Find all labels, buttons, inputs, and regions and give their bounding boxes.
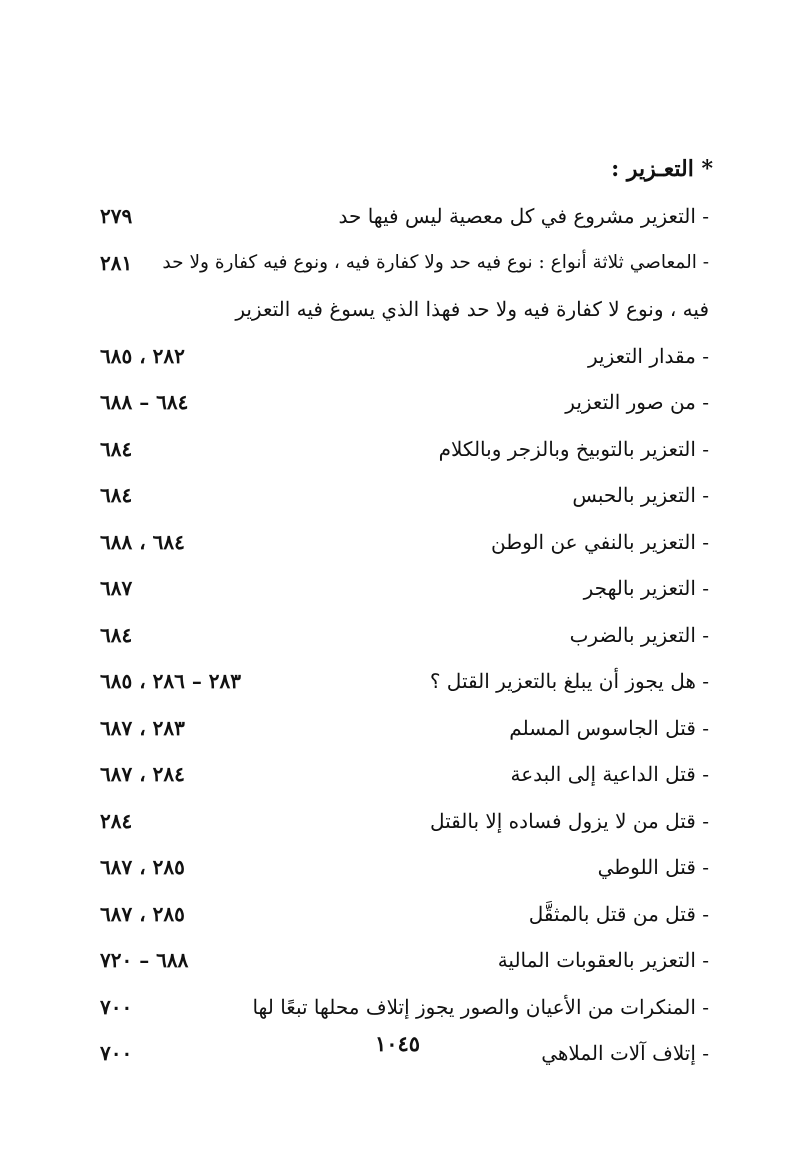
entry-page-numbers: ٢٧٩ [100,204,133,228]
entry-text: فيه ، ونوع لا كفارة فيه ولا حد فهذا الذي يسوغ فيه التعزير [235,297,709,321]
entry-text: - التعزير بالتوبيخ وبالزجر وبالكلام [438,437,709,461]
entry-text: - قتل الجاسوس المسلم [509,716,709,740]
index-entry [0,568,795,608]
index-entry [0,475,795,515]
entry-text: - التعزير بالنفي عن الوطن [490,530,709,554]
entry-page-numbers: ٧٠٠ [100,1041,133,1065]
entry-page-numbers: ٢٨٣ ، ٦٨٧ [100,716,185,740]
page-number: ١٠٤٥ [374,1031,421,1056]
entry-text: - مقدار التعزير [588,344,709,368]
entry-text: - إتلاف آلات الملاهي [541,1041,709,1065]
index-entry [0,336,795,376]
index-entry [0,847,795,887]
entry-page-numbers: ٢٨٤ ، ٦٨٧ [100,762,185,786]
entry-text: - هل يجوز أن يبلغ بالتعزير القتل ؟ [429,669,709,693]
entry-text: - التعزير بالعقوبات المالية [497,948,709,972]
index-entry [0,289,795,329]
entry-page-numbers: ٢٨٤ [100,809,133,833]
entry-text: - قتل من قتل بالمثقَّل [528,902,709,926]
index-entry [0,661,795,701]
index-entry [0,987,795,1027]
entry-text: - التعزير بالهجر [583,576,709,600]
index-entry [0,243,795,283]
entry-text: - التعزير مشروع في كل معصية ليس فيها حد [338,204,709,228]
entry-page-numbers: ٢٨٥ ، ٦٨٧ [100,855,185,879]
index-entry [0,522,795,562]
entry-page-numbers: ٦٨٤ [100,437,133,461]
index-entry [0,894,795,934]
index-entry [0,754,795,794]
entry-page-numbers: ٦٨٨ – ٧٢٠ [100,948,189,972]
entry-text: - التعزير بالضرب [569,623,709,647]
entry-text: - قتل الداعية إلى البدعة [510,762,709,786]
entry-page-numbers: ٦٨٧ [100,576,133,600]
entry-page-numbers: ٦٨٤ [100,623,133,647]
index-entry [0,708,795,748]
entry-page-numbers: ٦٨٤ ، ٦٨٨ [100,530,185,554]
entry-page-numbers: ٧٠٠ [100,995,133,1019]
entry-page-numbers: ٢٨٣ – ٢٨٦ ، ٦٨٥ [100,669,242,693]
index-entry [0,196,795,236]
section-heading: * التعـزير : [611,156,713,182]
index-entry [0,801,795,841]
entry-text: - قتل اللوطي [597,855,709,879]
index-entry [0,429,795,469]
entry-page-numbers: ٢٨٢ ، ٦٨٥ [100,344,185,368]
entry-page-numbers: ٢٨٥ ، ٦٨٧ [100,902,185,926]
entry-page-numbers: ٢٨١ [100,251,133,275]
entry-text: - المعاصي ثلاثة أنواع : نوع فيه حد ولا كفارة فيه ، ونوع فيه كفارة ولا حد [162,252,709,273]
entry-text: - التعزير بالحبس [572,483,709,507]
index-entry [0,615,795,655]
index-entry [0,382,795,422]
entry-page-numbers: ٦٨٤ [100,483,133,507]
entry-text: - قتل من لا يزول فساده إلا بالقتل [429,809,709,833]
entry-text: - من صور التعزير [565,390,709,414]
entry-text: - المنكرات من الأعيان والصور يجوز إتلاف محلها تبعًا لها [252,995,709,1019]
entry-page-numbers: ٦٨٤ – ٦٨٨ [100,390,189,414]
index-entry [0,940,795,980]
